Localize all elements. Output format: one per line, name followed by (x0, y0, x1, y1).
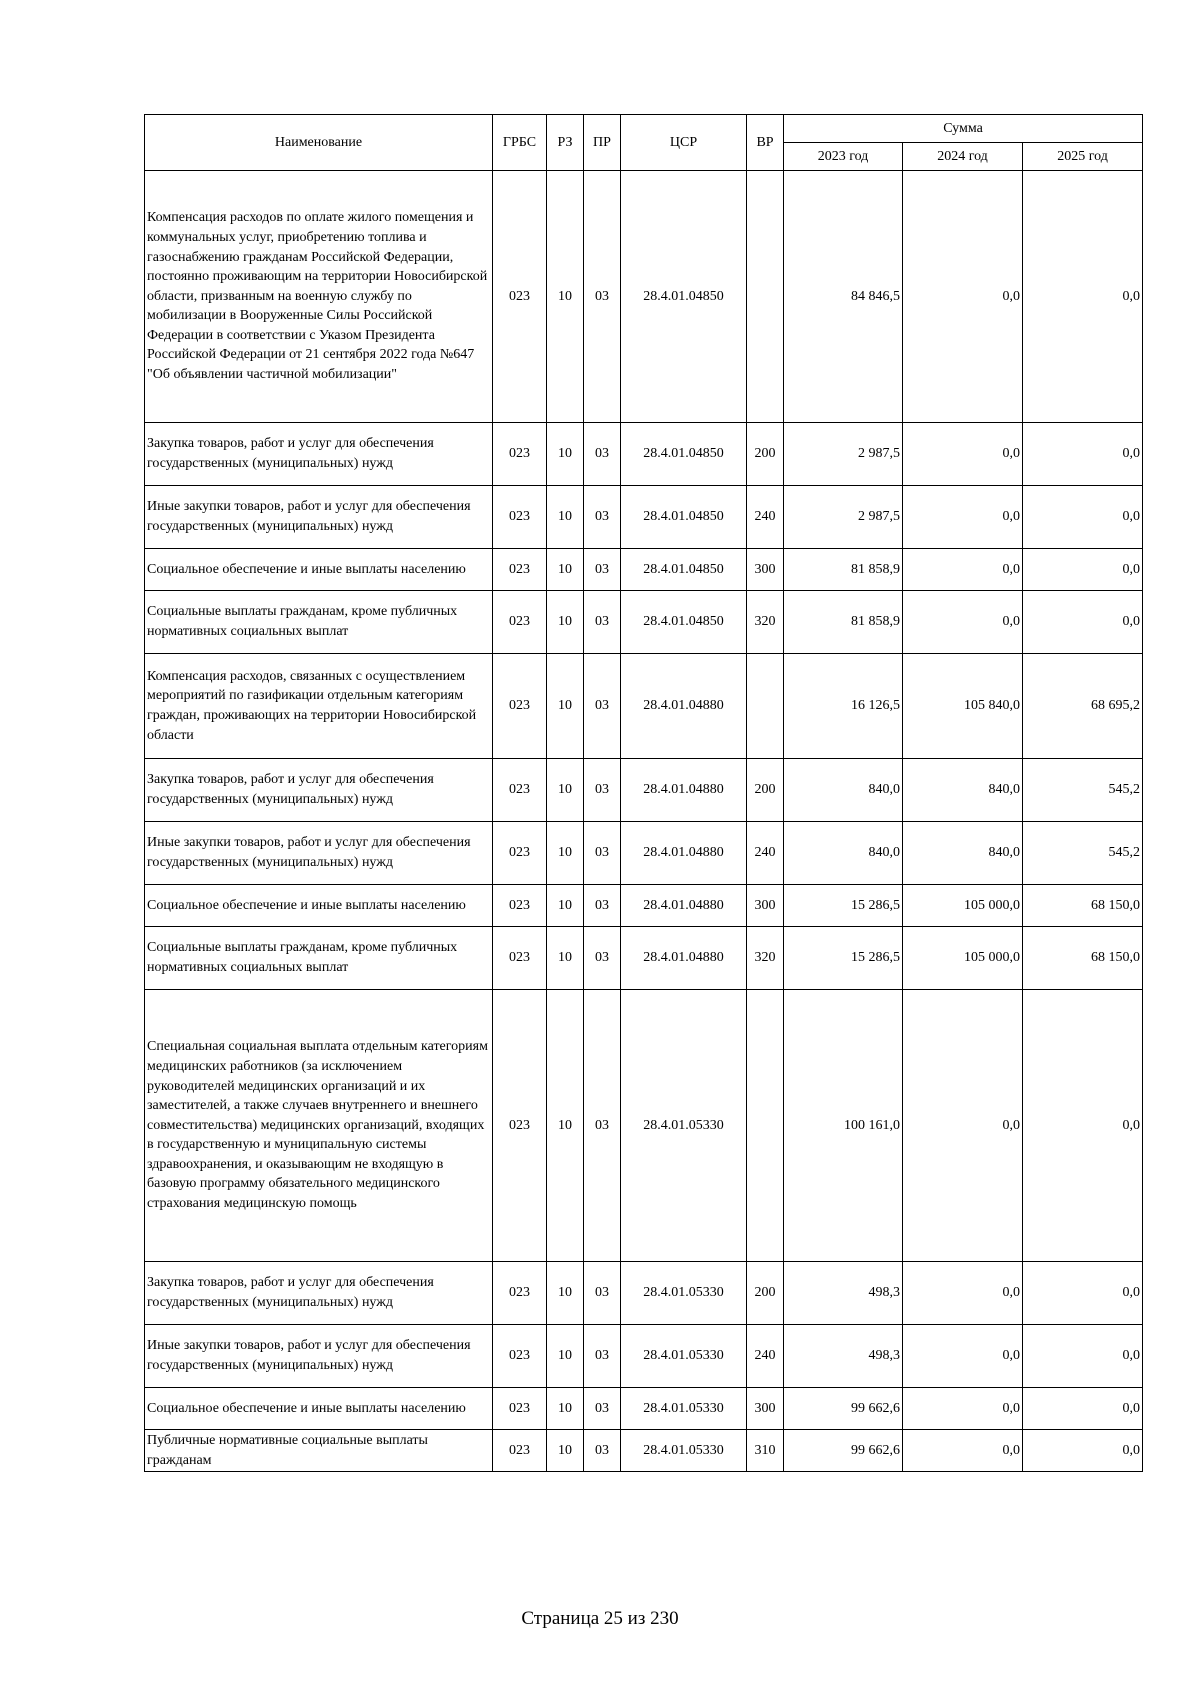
cell-grbs: 023 (493, 171, 547, 423)
header-year-2025: 2025 год (1023, 143, 1143, 171)
header-sum: Сумма (784, 115, 1143, 143)
cell-2024: 0,0 (903, 549, 1023, 591)
cell-vr (747, 990, 784, 1262)
cell-pr: 03 (584, 1262, 621, 1325)
cell-name: Закупка товаров, работ и услуг для обеспечения государственных (муниципальных) нужд (145, 759, 493, 822)
cell-2023: 840,0 (784, 822, 903, 885)
cell-pr: 03 (584, 654, 621, 759)
cell-2024: 0,0 (903, 1388, 1023, 1430)
header-year-2023: 2023 год (784, 143, 903, 171)
cell-2025: 0,0 (1023, 1262, 1143, 1325)
cell-grbs: 023 (493, 1388, 547, 1430)
cell-name: Социальные выплаты гражданам, кроме публичных нормативных социальных выплат (145, 927, 493, 990)
cell-2023: 99 662,6 (784, 1388, 903, 1430)
cell-rz: 10 (547, 759, 584, 822)
cell-2023: 2 987,5 (784, 423, 903, 486)
cell-vr: 300 (747, 885, 784, 927)
cell-2024: 840,0 (903, 759, 1023, 822)
table-row (145, 654, 1143, 759)
cell-2023: 81 858,9 (784, 591, 903, 654)
table-row (145, 885, 1143, 927)
cell-2025: 0,0 (1023, 591, 1143, 654)
cell-vr (747, 171, 784, 423)
cell-name: Закупка товаров, работ и услуг для обеспечения государственных (муниципальных) нужд (145, 1262, 493, 1325)
cell-2025: 0,0 (1023, 423, 1143, 486)
cell-csr: 28.4.01.05330 (621, 1325, 747, 1388)
table-row (145, 1430, 1143, 1472)
cell-vr: 240 (747, 822, 784, 885)
cell-csr: 28.4.01.04850 (621, 591, 747, 654)
cell-csr: 28.4.01.04880 (621, 759, 747, 822)
cell-rz: 10 (547, 822, 584, 885)
cell-2023: 15 286,5 (784, 885, 903, 927)
cell-vr: 320 (747, 927, 784, 990)
header-vr: ВР (747, 115, 784, 171)
cell-2024: 840,0 (903, 822, 1023, 885)
cell-grbs: 023 (493, 423, 547, 486)
cell-rz: 10 (547, 654, 584, 759)
cell-2023: 84 846,5 (784, 171, 903, 423)
cell-rz: 10 (547, 591, 584, 654)
cell-2023: 81 858,9 (784, 549, 903, 591)
cell-grbs: 023 (493, 1430, 547, 1472)
table-row (145, 171, 1143, 423)
cell-name: Иные закупки товаров, работ и услуг для обеспечения государственных (муниципальных) нужд (145, 486, 493, 549)
cell-pr: 03 (584, 1430, 621, 1472)
cell-2025: 545,2 (1023, 822, 1143, 885)
cell-csr: 28.4.01.04880 (621, 654, 747, 759)
header-year-2024: 2024 год (903, 143, 1023, 171)
cell-2023: 840,0 (784, 759, 903, 822)
cell-2024: 0,0 (903, 1325, 1023, 1388)
cell-grbs: 023 (493, 486, 547, 549)
cell-grbs: 023 (493, 549, 547, 591)
cell-rz: 10 (547, 549, 584, 591)
cell-pr: 03 (584, 591, 621, 654)
cell-2025: 0,0 (1023, 1325, 1143, 1388)
cell-csr: 28.4.01.05330 (621, 990, 747, 1262)
table-header (145, 115, 1143, 171)
cell-csr: 28.4.01.04850 (621, 549, 747, 591)
table-body (145, 171, 1143, 1472)
table-row (145, 759, 1143, 822)
cell-vr: 300 (747, 1388, 784, 1430)
cell-vr: 200 (747, 1262, 784, 1325)
table-row (145, 549, 1143, 591)
cell-grbs: 023 (493, 654, 547, 759)
cell-csr: 28.4.01.04850 (621, 171, 747, 423)
table-row (145, 423, 1143, 486)
cell-vr: 310 (747, 1430, 784, 1472)
cell-2024: 0,0 (903, 486, 1023, 549)
cell-rz: 10 (547, 486, 584, 549)
cell-2024: 0,0 (903, 1262, 1023, 1325)
cell-pr: 03 (584, 990, 621, 1262)
header-pr: ПР (584, 115, 621, 171)
cell-vr: 240 (747, 486, 784, 549)
cell-pr: 03 (584, 1325, 621, 1388)
cell-2025: 0,0 (1023, 990, 1143, 1262)
header-rz: РЗ (547, 115, 584, 171)
cell-pr: 03 (584, 1388, 621, 1430)
cell-name: Иные закупки товаров, работ и услуг для обеспечения государственных (муниципальных) нужд (145, 822, 493, 885)
cell-rz: 10 (547, 1430, 584, 1472)
cell-csr: 28.4.01.04850 (621, 486, 747, 549)
cell-2025: 0,0 (1023, 549, 1143, 591)
cell-2025: 68 695,2 (1023, 654, 1143, 759)
cell-2025: 0,0 (1023, 486, 1143, 549)
cell-rz: 10 (547, 1262, 584, 1325)
cell-2025: 68 150,0 (1023, 885, 1143, 927)
cell-vr: 320 (747, 591, 784, 654)
cell-2025: 68 150,0 (1023, 927, 1143, 990)
cell-vr: 200 (747, 423, 784, 486)
cell-name: Закупка товаров, работ и услуг для обеспечения государственных (муниципальных) нужд (145, 423, 493, 486)
cell-vr: 240 (747, 1325, 784, 1388)
cell-rz: 10 (547, 171, 584, 423)
cell-name: Социальные выплаты гражданам, кроме публичных нормативных социальных выплат (145, 591, 493, 654)
cell-2024: 0,0 (903, 990, 1023, 1262)
cell-grbs: 023 (493, 822, 547, 885)
cell-grbs: 023 (493, 1262, 547, 1325)
cell-pr: 03 (584, 549, 621, 591)
cell-pr: 03 (584, 927, 621, 990)
cell-2023: 16 126,5 (784, 654, 903, 759)
cell-grbs: 023 (493, 885, 547, 927)
cell-name: Социальное обеспечение и иные выплаты населению (145, 885, 493, 927)
page-number: Страница 25 из 230 (521, 1608, 679, 1629)
cell-grbs: 023 (493, 591, 547, 654)
cell-rz: 10 (547, 1325, 584, 1388)
cell-2025: 0,0 (1023, 1430, 1143, 1472)
cell-name: Компенсация расходов, связанных с осуществлением мероприятий по газификации отдельным категориям граждан, проживающих на территории Новосибирской области (145, 654, 493, 759)
cell-name: Публичные нормативные социальные выплаты гражданам (145, 1430, 493, 1472)
cell-2023: 99 662,6 (784, 1430, 903, 1472)
cell-name: Социальное обеспечение и иные выплаты населению (145, 1388, 493, 1430)
cell-grbs: 023 (493, 759, 547, 822)
table-row (145, 486, 1143, 549)
cell-name: Компенсация расходов по оплате жилого помещения и коммунальных услуг, приобретению топлива и газоснабжению гражданам Российской Федерации, постоянно проживающим на территории Новосибирской области, призванным на военную службу по мобилизации в Вооруженные Силы Российской Федерации в соответствии с Указом Президента Российской Федерации от 21 сентября 2022 года №647 "Об объявлении частичной мобилизации" (145, 171, 493, 423)
header-csr: ЦСР (621, 115, 747, 171)
cell-csr: 28.4.01.04850 (621, 423, 747, 486)
cell-pr: 03 (584, 423, 621, 486)
cell-2025: 545,2 (1023, 759, 1143, 822)
cell-pr: 03 (584, 486, 621, 549)
cell-rz: 10 (547, 927, 584, 990)
cell-csr: 28.4.01.04880 (621, 885, 747, 927)
cell-grbs: 023 (493, 990, 547, 1262)
header-name: Наименование (145, 115, 493, 171)
cell-vr: 200 (747, 759, 784, 822)
cell-2023: 498,3 (784, 1325, 903, 1388)
cell-2024: 105 000,0 (903, 927, 1023, 990)
table-row (145, 927, 1143, 990)
cell-2023: 100 161,0 (784, 990, 903, 1262)
cell-2024: 0,0 (903, 1430, 1023, 1472)
header-grbs: ГРБС (493, 115, 547, 171)
cell-2024: 0,0 (903, 423, 1023, 486)
cell-pr: 03 (584, 171, 621, 423)
cell-2025: 0,0 (1023, 171, 1143, 423)
cell-2025: 0,0 (1023, 1388, 1143, 1430)
cell-name: Социальное обеспечение и иные выплаты населению (145, 549, 493, 591)
cell-rz: 10 (547, 990, 584, 1262)
cell-rz: 10 (547, 1388, 584, 1430)
cell-rz: 10 (547, 423, 584, 486)
cell-csr: 28.4.01.04880 (621, 927, 747, 990)
cell-pr: 03 (584, 885, 621, 927)
cell-2024: 0,0 (903, 171, 1023, 423)
cell-2024: 0,0 (903, 591, 1023, 654)
cell-name: Иные закупки товаров, работ и услуг для обеспечения государственных (муниципальных) нужд (145, 1325, 493, 1388)
table-row (145, 1388, 1143, 1430)
table-row (145, 1262, 1143, 1325)
cell-2023: 498,3 (784, 1262, 903, 1325)
cell-pr: 03 (584, 759, 621, 822)
cell-pr: 03 (584, 822, 621, 885)
cell-grbs: 023 (493, 1325, 547, 1388)
table-row (145, 1325, 1143, 1388)
cell-2024: 105 000,0 (903, 885, 1023, 927)
cell-rz: 10 (547, 885, 584, 927)
cell-2023: 15 286,5 (784, 927, 903, 990)
cell-name: Специальная социальная выплата отдельным категориям медицинских работников (за исключением руководителей медицинских организаций и их заместителей, а также случаев внутреннего и внешнего совместительства) медицинских организаций, входящих в государственную и муниципальную системы здравоохранения, и оказывающим не входящую в базовую программу обязательного медицинского страхования медицинскую помощь (145, 990, 493, 1262)
cell-vr (747, 654, 784, 759)
cell-csr: 28.4.01.05330 (621, 1262, 747, 1325)
cell-2024: 105 840,0 (903, 654, 1023, 759)
table-row (145, 822, 1143, 885)
cell-csr: 28.4.01.04880 (621, 822, 747, 885)
table-row (145, 591, 1143, 654)
cell-grbs: 023 (493, 927, 547, 990)
cell-2023: 2 987,5 (784, 486, 903, 549)
cell-csr: 28.4.01.05330 (621, 1430, 747, 1472)
table-row (145, 990, 1143, 1262)
cell-vr: 300 (747, 549, 784, 591)
cell-csr: 28.4.01.05330 (621, 1388, 747, 1430)
budget-table (144, 114, 1143, 1472)
